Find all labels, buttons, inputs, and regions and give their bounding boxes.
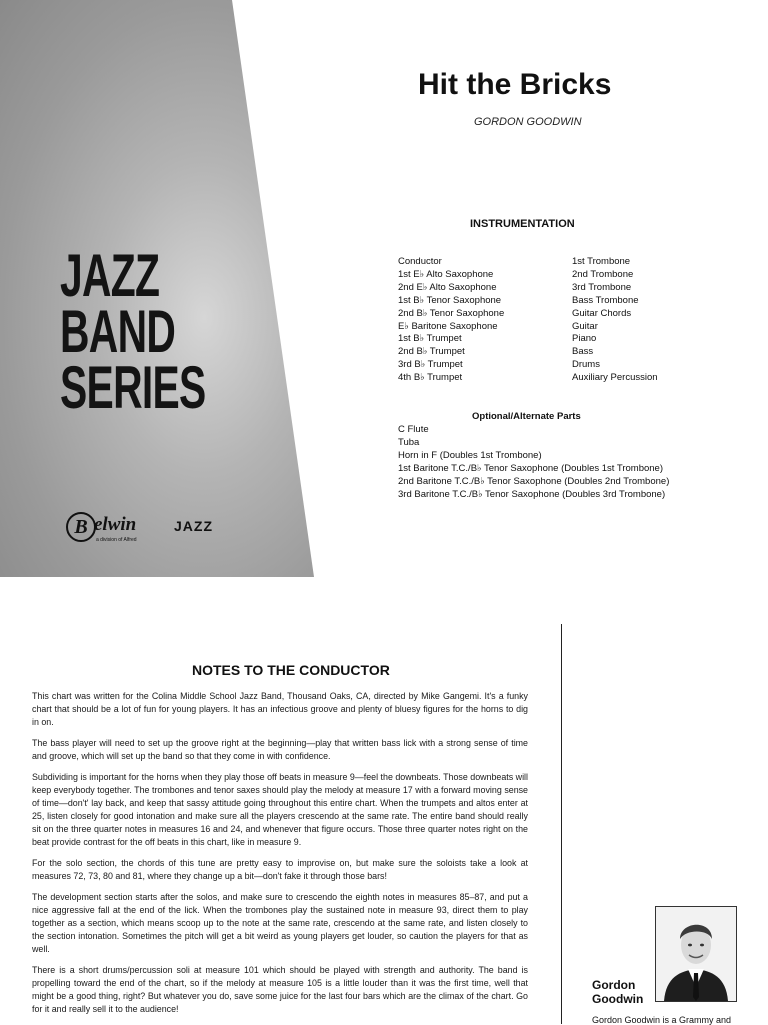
belwin-wordmark: elwin — [94, 514, 137, 535]
instrument-item: 1st B♭ Tenor Saxophone — [398, 294, 502, 306]
instrument-item: 3rd Trombone — [572, 281, 632, 293]
notes-heading: NOTES TO THE CONDUCTOR — [192, 662, 390, 678]
belwin-tagline: a division of Alfred — [96, 537, 137, 543]
column-divider — [561, 624, 562, 1024]
instrument-list-left — [398, 256, 504, 385]
instrument-item: 2nd B♭ Trumpet — [398, 346, 465, 358]
optional-part-item: Horn in F (Doubles 1st Trombone) — [398, 449, 542, 461]
bio-name-line: Goodwin — [592, 992, 644, 1006]
instrument-item: 4th B♭ Trumpet — [398, 372, 463, 384]
instrument-item: Guitar Chords — [572, 307, 632, 319]
notes-paragraph: There is a short drums/percussion soli at measure 101 which should be played with strength and authority. The band is propelling toward the end of the chart, so if the melody at measure 105 is a little louder than it was the first time, well that might be a good thing, right? But whatever you do, save some juice for the last four bars which are the climax of the chart. Go for it and really sell it to the audience! — [32, 965, 528, 1014]
instrumentation-heading: INSTRUMENTATION — [470, 218, 575, 230]
instrument-item: Bass — [572, 346, 594, 358]
optional-part-item: C Flute — [398, 424, 429, 435]
belwin-logo-mark: B — [66, 512, 96, 542]
instrument-item: Bass Trombone — [572, 294, 639, 306]
bio-name — [592, 978, 643, 1006]
series-line: SERIES — [60, 354, 206, 421]
optional-part-item: 1st Baritone T.C./B♭ Tenor Saxophone (Doubles 1st Trombone) — [398, 462, 663, 474]
optional-parts-list — [398, 424, 669, 501]
jazz-band-series-logo — [60, 242, 230, 421]
belwin-imprint: JAZZ — [174, 518, 213, 534]
belwin-jazz-logo — [66, 510, 226, 546]
optional-part-item: Tuba — [398, 436, 420, 448]
instrument-item: 1st E♭ Alto Saxophone — [398, 268, 494, 280]
instrument-item: 2nd B♭ Tenor Saxophone — [398, 307, 505, 319]
optional-parts-heading: Optional/Alternate Parts — [472, 411, 581, 422]
instrument-item: 2nd E♭ Alto Saxophone — [398, 281, 497, 293]
notes-paragraph: The development section starts after the solos, and make sure to crescendo the eighth notes in measures 85–87, and put a nice aggressive fall at the end of the lick. When the trombones play the sustained note in measure 93, direct them to play together as a section, which means scoop up to the note at the same rate, crescendo at the same rate, and listen closely to the section intonation. Sometimes the pitch will get a bit weird as young players get louder, so caution the players for that as well. — [32, 892, 528, 954]
instrument-item: E♭ Baritone Saxophone — [398, 320, 498, 332]
composer-name: GORDON GOODWIN — [474, 116, 582, 128]
instrument-item: 1st Trombone — [572, 256, 631, 267]
instrument-item: Guitar — [572, 320, 598, 332]
instrument-item: Conductor — [398, 256, 442, 267]
notes-paragraph: Subdividing is important for the horns when they play those off beats in measure 9—feel the downbeats. Those downbeats will keep everybody together. The trombones and tenor saxes should play the melody at measure 17 with a forward moving sense of time—don't' lay back, and keep that sassy attitude going throughout this entire chart. When the trumpets and altos enter at 25, listen closely for good intonation and make sure all the players crescendo at the same rate. The entire band should really sit on the three quarter notes in measures 16 and 24, and whenever that figure occurs. Those three quarter notes right on the beat provide contrast for the off beats in this chart, like in measure 9. — [32, 772, 528, 847]
conductor-notes — [32, 690, 528, 1024]
notes-paragraph: This chart was written for the Colina Middle School Jazz Band, Thousand Oaks, CA, directed by Mike Gangemi. It's a funky chart that should be a lot of fun for young players. It has an infectious groove and plenty of bluesy figures for the horns to dig in on. — [32, 691, 528, 727]
composer-photo — [655, 906, 737, 1002]
instrument-item: 3rd B♭ Trumpet — [398, 359, 463, 371]
notes-paragraph: For the solo section, the chords of this tune are pretty easy to improvise on, but make sure the soloists take a look at measures 72, 73, 80 and 81, where they change up a bit—don't fake it through those bars! — [32, 858, 528, 881]
instrument-list-right — [572, 256, 658, 385]
instrument-item: 1st B♭ Trumpet — [398, 333, 462, 345]
notes-paragraph: The bass player will need to set up the groove right at the beginning—play that written bass lick with a strong sense of time and groove, which will set up the band so that they come in with confidence. — [32, 738, 528, 761]
instrument-item: Auxiliary Percussion — [572, 372, 658, 384]
instrument-item: Piano — [572, 333, 597, 345]
bio-name-line: Gordon — [592, 978, 636, 992]
portrait-image — [656, 907, 736, 1001]
series-line: BAND — [60, 298, 176, 365]
optional-part-item: 3rd Baritone T.C./B♭ Tenor Saxophone (Doubles 3rd Trombone) — [398, 488, 666, 500]
optional-part-item: 2nd Baritone T.C./B♭ Tenor Saxophone (Doubles 2nd Trombone) — [398, 475, 670, 487]
series-line: JAZZ — [60, 242, 160, 309]
piece-title: Hit the Bricks — [418, 68, 612, 101]
instrument-item: 2nd Trombone — [572, 268, 634, 280]
bio-text: Gordon Goodwin is a Grammy and — [592, 1015, 732, 1025]
instrument-item: Drums — [572, 359, 600, 371]
